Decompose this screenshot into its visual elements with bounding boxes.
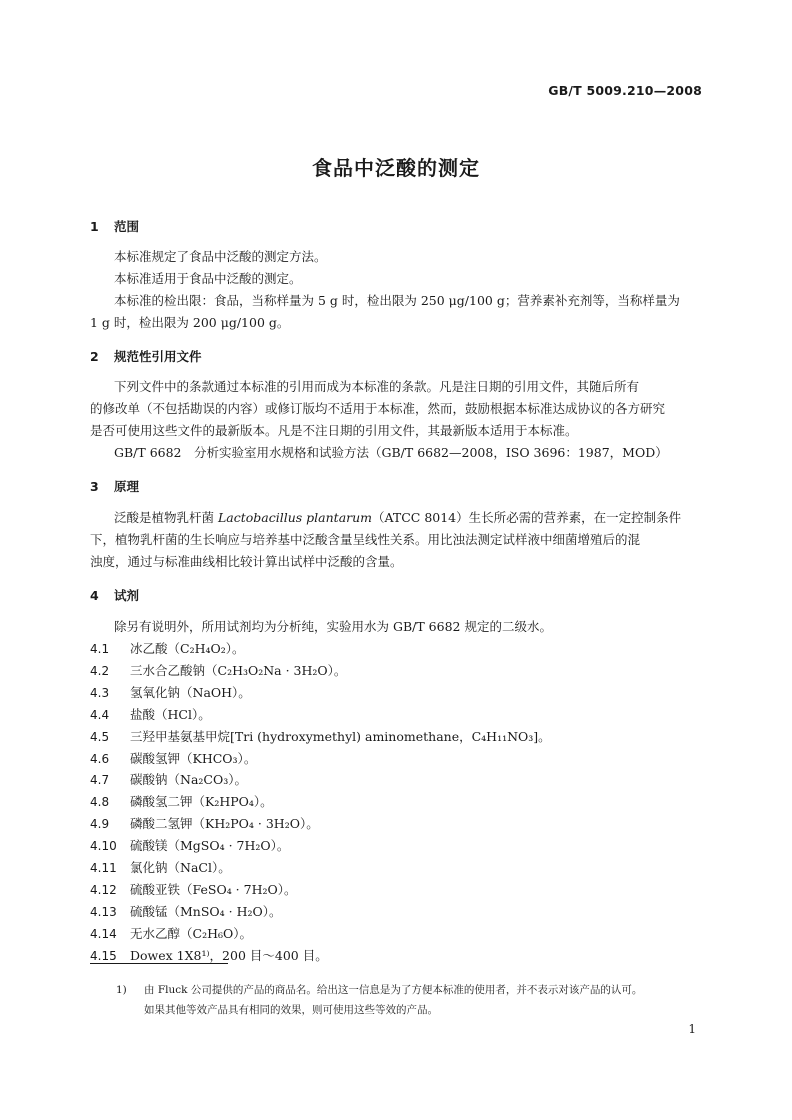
reagent-item bbox=[90, 838, 289, 854]
reagent-text: 碳酸氢钾（KHCO₃）。 bbox=[130, 750, 257, 766]
reagent-text: 三水合乙酸钠（C₂H₃O₂Na · 3H₂O）。 bbox=[130, 662, 347, 678]
section-1-heading bbox=[90, 219, 139, 235]
paragraph: 本标准适用于食品中泛酸的测定。 bbox=[114, 271, 302, 286]
reagent-item bbox=[90, 926, 252, 942]
reagent-item bbox=[90, 707, 211, 723]
reagent-text: 磷酸氢二钾（K₂HPO₄）。 bbox=[130, 794, 273, 810]
reagent-number: 4.13 bbox=[90, 904, 117, 919]
reagent-text: 盐酸（HCl）。 bbox=[130, 706, 211, 722]
reagent-number: 4.14 bbox=[90, 926, 117, 941]
reagent-item bbox=[90, 663, 346, 679]
footnote-text: 由 Fluck 公司提供的产品的商品名。给出这一信息是为了方便本标准的使用者，并不表示对该产品的认可。 bbox=[144, 984, 643, 996]
reagent-text: 硫酸亚铁（FeSO₄ · 7H₂O）。 bbox=[130, 881, 297, 897]
reagent-text: 氯化钠（NaCl）。 bbox=[130, 860, 231, 875]
reagent-text: Dowex 1X8¹⁾，200 目～400 目。 bbox=[130, 947, 328, 963]
reagent-number: 4.12 bbox=[90, 882, 117, 897]
footnote bbox=[116, 983, 642, 997]
reagent-number: 4.8 bbox=[90, 795, 110, 810]
section-number: 1 bbox=[90, 219, 99, 234]
section-4-heading bbox=[90, 588, 139, 604]
standard-number: GB/T 5009.210—2008 bbox=[548, 83, 702, 98]
reagent-item bbox=[90, 641, 245, 657]
reagent-text: 碳酸钠（Na₂CO₃）。 bbox=[130, 772, 247, 788]
reagent-text: 氢氧化钠（NaOH）。 bbox=[130, 684, 251, 700]
paragraph-continuation: 浊度，通过与标准曲线相比较计算出试样中泛酸的含量。 bbox=[90, 554, 403, 569]
paragraph: 本标准的检出限：食品，当称样量为 5 g 时，检出限为 250 μg/100 g；营养素补充剂等，当称样量为 bbox=[114, 293, 680, 308]
section-title: 试剂 bbox=[114, 588, 140, 603]
reagent-number: 4.5 bbox=[90, 729, 110, 744]
reagent-text: 冰乙酸（C₂H₄O₂）。 bbox=[130, 641, 245, 656]
reagent-text: 硫酸锰（MnSO₄ · H₂O）。 bbox=[130, 903, 282, 919]
reagent-text: 磷酸二氢钾（KH₂PO₄ · 3H₂O）。 bbox=[130, 816, 319, 832]
section-number: 2 bbox=[90, 349, 99, 364]
section-number: 3 bbox=[90, 479, 99, 494]
reagent-text: 硫酸镁（MgSO₄ · 7H₂O）。 bbox=[130, 838, 290, 854]
section-3-heading bbox=[90, 479, 139, 495]
reagent-number: 4.9 bbox=[90, 817, 110, 832]
footnote-mark: 1) bbox=[116, 984, 127, 996]
paragraph-continuation: 1 g 时，检出限为 200 μg/100 g。 bbox=[90, 315, 290, 330]
reagent-item bbox=[90, 685, 251, 701]
reagent-number: 4.1 bbox=[90, 642, 110, 656]
section-number: 4 bbox=[90, 588, 99, 603]
reagent-item bbox=[90, 772, 247, 788]
reagent-number: 4.2 bbox=[90, 663, 110, 678]
reagent-item bbox=[90, 751, 256, 767]
text-segment: 泛酸是植物乳杆菌 bbox=[114, 510, 218, 525]
normative-reference: GB/T 6682 分析实验室用水规格和试验方法（GB/T 6682—2008，ISO 3696：1987，MOD） bbox=[114, 445, 668, 460]
reagent-item bbox=[90, 904, 282, 920]
paragraph-continuation: 下，植物乳杆菌的生长响应与培养基中泛酸含量呈线性关系。用比浊法测定试样液中细菌增殖后的混 bbox=[90, 532, 641, 547]
reagent-item bbox=[90, 948, 328, 964]
page-number: 1 bbox=[688, 1022, 696, 1036]
reagent-number: 4.3 bbox=[90, 685, 110, 700]
paragraph: 除另有说明外，所用试剂均为分析纯，实验用水为 GB/T 6682 规定的二级水。 bbox=[114, 619, 552, 634]
section-title: 范围 bbox=[114, 219, 140, 234]
species-name: Lactobacillus plantarum bbox=[217, 510, 373, 525]
reagent-number: 4.10 bbox=[90, 839, 117, 854]
reagent-item bbox=[90, 816, 319, 832]
footnote-divider bbox=[90, 963, 228, 964]
paragraph: 本标准规定了食品中泛酸的测定方法。 bbox=[114, 249, 327, 264]
reagent-text: 三羟甲基氨基甲烷[Tri (hydroxymethyl) aminomethane，C₄H₁₁NO₃]。 bbox=[130, 728, 551, 744]
reagent-number: 4.4 bbox=[90, 707, 110, 722]
paragraph-continuation: 的修改单（不包括勘误的内容）或修订版均不适用于本标准，然而，鼓励根据本标准达成协议的各方研究 bbox=[90, 401, 666, 416]
reagent-number: 4.11 bbox=[90, 861, 117, 875]
reagent-item bbox=[90, 794, 273, 810]
paragraph bbox=[90, 510, 681, 526]
page-title: 食品中泛酸的测定 bbox=[312, 156, 480, 180]
text-segment: （ATCC 8014）生长所必需的营养素，在一定控制条件 bbox=[372, 510, 682, 525]
reagent-number: 4.7 bbox=[90, 773, 110, 788]
section-2-heading bbox=[90, 349, 202, 365]
section-title: 原理 bbox=[114, 479, 140, 494]
footnote-continuation: 如果其他等效产品具有相同的效果，则可使用这些等效的产品。 bbox=[144, 1004, 438, 1016]
reagent-item bbox=[90, 729, 551, 745]
reagent-text: 无水乙醇（C₂H₆O）。 bbox=[130, 925, 252, 941]
reagent-number: 4.6 bbox=[90, 751, 110, 766]
section-title: 规范性引用文件 bbox=[114, 349, 202, 364]
reagent-item bbox=[90, 860, 231, 876]
paragraph: 下列文件中的条款通过本标准的引用而成为本标准的条款。凡是注日期的引用文件，其随后所有 bbox=[114, 379, 640, 394]
paragraph-continuation: 是否可使用这些文件的最新版本。凡是不注日期的引用文件，其最新版本适用于本标准。 bbox=[90, 423, 578, 438]
reagent-item bbox=[90, 882, 297, 898]
reagent-number: 4.15 bbox=[90, 948, 117, 963]
